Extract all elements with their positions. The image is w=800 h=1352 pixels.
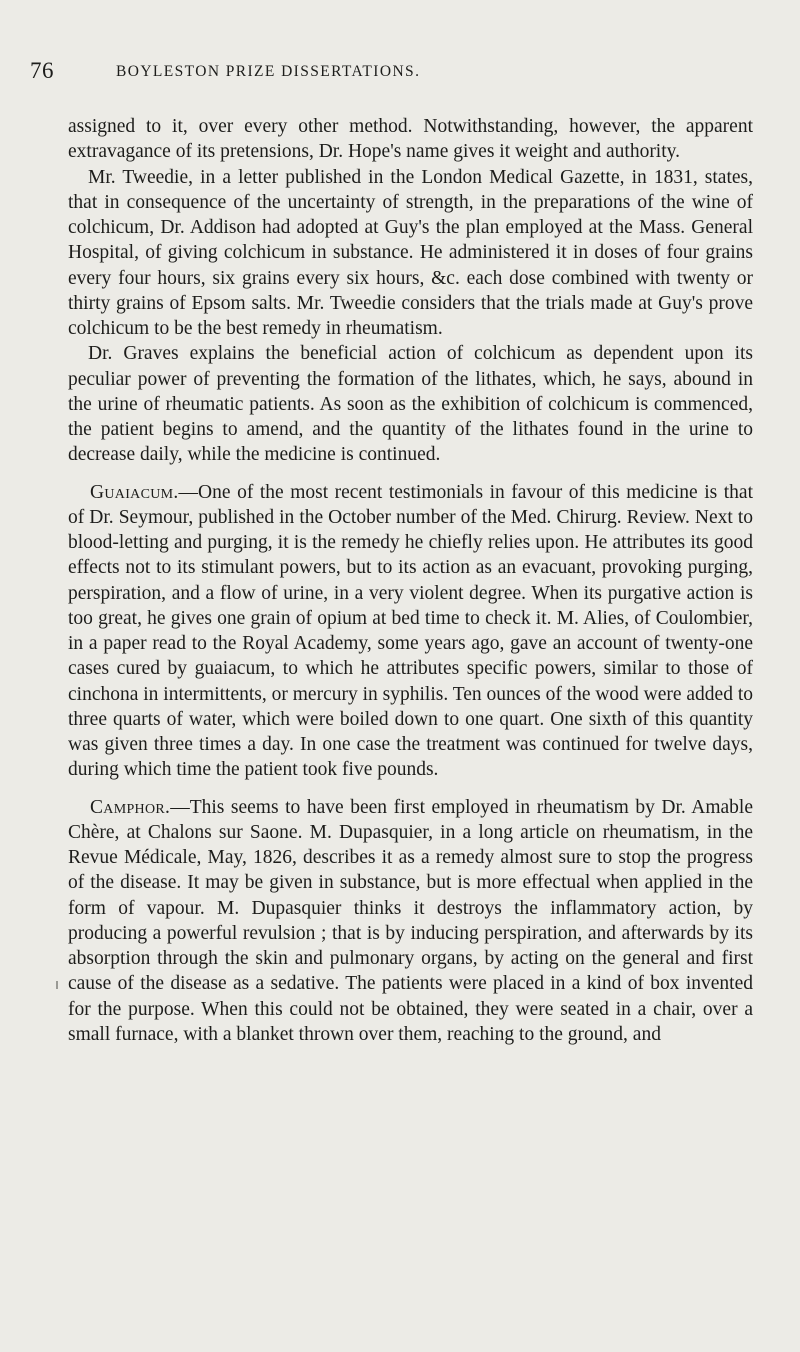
- section-title-camphor: Camphor.: [90, 796, 171, 818]
- page-header: [30, 58, 770, 98]
- section-guaiacum: [68, 480, 753, 783]
- section-title-guaiacum: Guaiacum.: [90, 481, 179, 503]
- body-text: [68, 114, 753, 1047]
- margin-mark: [56, 981, 58, 989]
- running-head: BOYLESTON PRIZE DISSERTATIONS.: [116, 63, 421, 80]
- paragraph-graves: Dr. Graves explains the beneficial action of colchicum as dependent upon its peculiar power of preventing the formation of the lithates, which, he says, abound in the urine of rheumatic patients. As soon as the exhibition of colchicum is commenced, the patient begins to amend, and the quantity of the lithates found in the urine to decrease daily, while the medicine is continued.: [68, 343, 753, 466]
- section-text-guaiacum: —One of the most recent testimonials in favour of this medicine is that of Dr. Seymour, published in the October number of the Med. Chirurg. Review. Next to blood-letting and purging, it is the remedy he chiefly relies upon. He attributes its good effects not to its stimulant powers, but to its action as an evacuant, provoking purging, perspiration, and a flow of urine, in a very violent degree. When its purgative action is too great, he gives one grain of opium at bed time to check it. M. Alies, of Coulombier, in a paper read to the Royal Academy, some years ago, gave an account of twenty-one cases cured by guaiacum, to which he attributes specific powers, similar to those of cinchona in intermittents, or mercury in syphilis. Ten ounces of the wood were added to three quarts of water, which were boiled down to one quart. One sixth of this quantity was given three times a day. In one case the treatment was continued for twelve days, during which time the patient took five pounds.: [68, 481, 753, 781]
- page-number: 76: [30, 58, 54, 83]
- section-camphor: [68, 795, 753, 1048]
- paragraph-tweedie: Mr. Tweedie, in a letter published in the London Medical Gazette, in 1831, states, that in consequence of the uncertainty of strength, in the preparations of the wine of colchicum, Dr. Addison had adopted at Guy's the plan employed at the Mass. General Hospital, of giving colchicum in substance. He administered it in doses of four grains every four hours, six grains every six hours, &c. each dose combined with twenty or thirty grains of Epsom salts. Mr. Tweedie considers that the trials made at Guy's prove colchicum to be the best remedy in rheumatism.: [68, 166, 753, 339]
- section-text-camphor: —This seems to have been first employed in rheumatism by Dr. Amable Chère, at Chalons sur Saone. M. Dupasquier, in a long article on rheumatism, in the Revue Médicale, May, 1826, describes it as a remedy almost sure to stop the progress of the disease. It may be given in substance, but is more effectual when applied in the form of vapour. M. Dupasquier thinks it destroys the inflammatory action, by producing a powerful revulsion ; that is by inducing perspiration, and afterwards by its absorption through the skin and pulmonary organs, by acting on the general and first cause of the disease as a sedative. The patients were placed in a kind of box invented for the purpose. When this could not be obtained, they were seated in a chair, over a small furnace, with a blanket thrown over them, reaching to the ground, and: [68, 796, 753, 1045]
- paragraph-continuation: assigned to it, over every other method. Notwithstanding, however, the apparent extravagance of its pretensions, Dr. Hope's name gives it weight and authority.: [68, 116, 753, 163]
